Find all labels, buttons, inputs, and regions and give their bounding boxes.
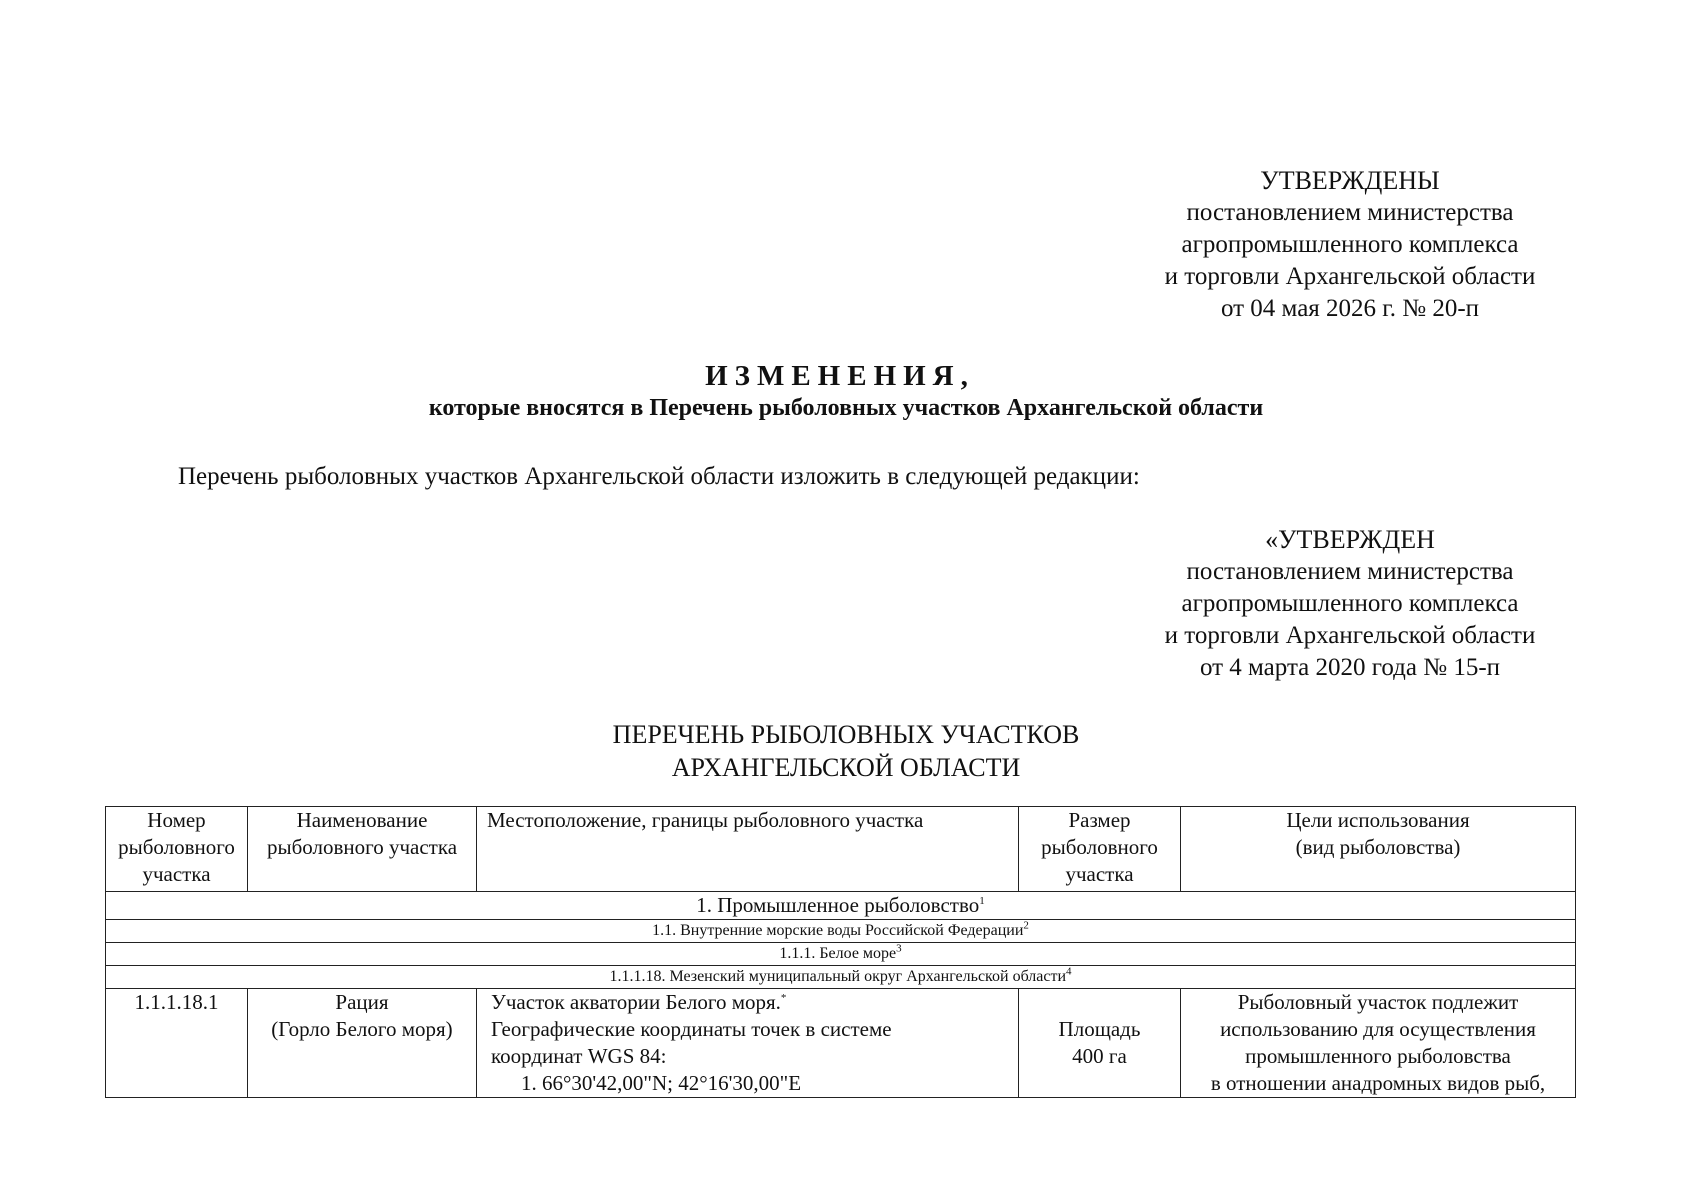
cell-text: Площадь xyxy=(1058,1017,1141,1041)
cell-text: использованию для осуществления xyxy=(1220,1017,1536,1041)
list-title-line: АРХАНГЕЛЬСКОЙ ОБЛАСТИ xyxy=(671,753,1021,782)
section-row xyxy=(106,892,1576,920)
header-purpose xyxy=(1181,807,1576,892)
footnote-mark: 2 xyxy=(1023,919,1029,932)
approval-line: от 4 марта 2020 года № 15-п xyxy=(1199,654,1501,681)
approval-line: и торговли Архангельской области xyxy=(1164,263,1536,290)
intro-paragraph: Перечень рыболовных участков Архангельской области изложить в следующей редакции: xyxy=(178,463,1140,490)
cell-text: Рация xyxy=(335,990,389,1014)
cell-text: Рыболовный участок подлежит xyxy=(1237,990,1519,1014)
approval-line: агропромышленного комплекса xyxy=(1181,231,1519,258)
header-text: участка xyxy=(1065,862,1134,886)
coordinate-item: 1. 66°30'42,00"N; 42°16'30,00"E xyxy=(521,1071,802,1095)
cell-purpose xyxy=(1181,989,1576,1098)
approval-heading: УТВЕРЖДЕНЫ xyxy=(1260,166,1440,195)
cell-name xyxy=(248,989,477,1098)
cell-text: (Горло Белого моря) xyxy=(271,1017,453,1041)
footnote-mark: 3 xyxy=(896,942,902,955)
header-text: рыболовного xyxy=(118,835,235,859)
approval-stamp-2 xyxy=(1130,524,1570,684)
section-text: 1.1. Внутренние морские воды Российской Федерации xyxy=(652,922,1024,939)
footnote-mark: 1 xyxy=(979,895,985,907)
changes-subtitle: которые вносятся в Перечень рыболовных участков Архангельской области xyxy=(428,395,1264,421)
cell-text: Участок акватории Белого моря. xyxy=(491,990,781,1014)
cell-location xyxy=(477,989,1019,1098)
header-size xyxy=(1019,807,1181,892)
cell-text: промышленного рыболовства xyxy=(1245,1044,1511,1068)
list-title xyxy=(0,718,1692,784)
table-header-row xyxy=(106,807,1576,892)
cell-text: координат WGS 84: xyxy=(491,1044,667,1068)
section-text: 1.1.1.18. Мезенский муниципальный округ Архангельской области xyxy=(609,968,1067,985)
section-row xyxy=(106,943,1576,966)
header-text: рыболовного участка xyxy=(266,835,458,859)
cell-text: 400 га xyxy=(1072,1044,1127,1068)
approval-heading: «УТВЕРЖДЕН xyxy=(1265,525,1435,554)
cell-text: в отношении анадромных видов рыб, xyxy=(1210,1071,1546,1095)
cell-number: 1.1.1.18.1 xyxy=(106,989,248,1098)
section-text: 1.1.1. Белое море xyxy=(779,945,897,962)
cell-text xyxy=(491,989,1015,1016)
header-text: участка xyxy=(142,862,211,886)
header-number xyxy=(106,807,248,892)
header-text: Номер xyxy=(147,808,206,832)
header-text: Цели использования xyxy=(1286,808,1470,832)
approval-line: постановлением министерства xyxy=(1186,199,1514,226)
header-text: (вид рыболовства) xyxy=(1295,835,1461,859)
cell-text: Географические координаты точек в системе xyxy=(491,1017,892,1041)
approval-line: и торговли Архангельской области xyxy=(1164,622,1536,649)
approval-line: постановлением министерства xyxy=(1186,558,1514,585)
section-heading xyxy=(106,943,1576,966)
section-row xyxy=(106,966,1576,989)
changes-title: ИЗМЕНЕНИЯ, xyxy=(705,360,975,392)
approval-line: агропромышленного комплекса xyxy=(1181,590,1519,617)
footnote-mark: 4 xyxy=(1066,965,1072,978)
table-row xyxy=(106,989,1576,1098)
cell-size xyxy=(1019,989,1181,1098)
footnote-mark: * xyxy=(780,992,787,1004)
section-text: 1. Промышленное рыболовство xyxy=(696,893,980,917)
header-text: Наименование xyxy=(296,808,428,832)
section-heading xyxy=(106,966,1576,989)
header-text: рыболовного xyxy=(1041,835,1158,859)
list-title-line: ПЕРЕЧЕНЬ РЫБОЛОВНЫХ УЧАСТКОВ xyxy=(612,720,1080,749)
approval-stamp-1 xyxy=(1130,165,1570,325)
section-row xyxy=(106,920,1576,943)
fishing-areas-table xyxy=(105,806,1576,1098)
section-heading xyxy=(106,920,1576,943)
header-text: Размер xyxy=(1068,808,1131,832)
section-heading xyxy=(106,892,1576,920)
header-location: Местоположение, границы рыболовного участка xyxy=(477,807,1019,892)
header-name xyxy=(248,807,477,892)
approval-line: от 04 мая 2026 г. № 20-п xyxy=(1220,295,1480,322)
